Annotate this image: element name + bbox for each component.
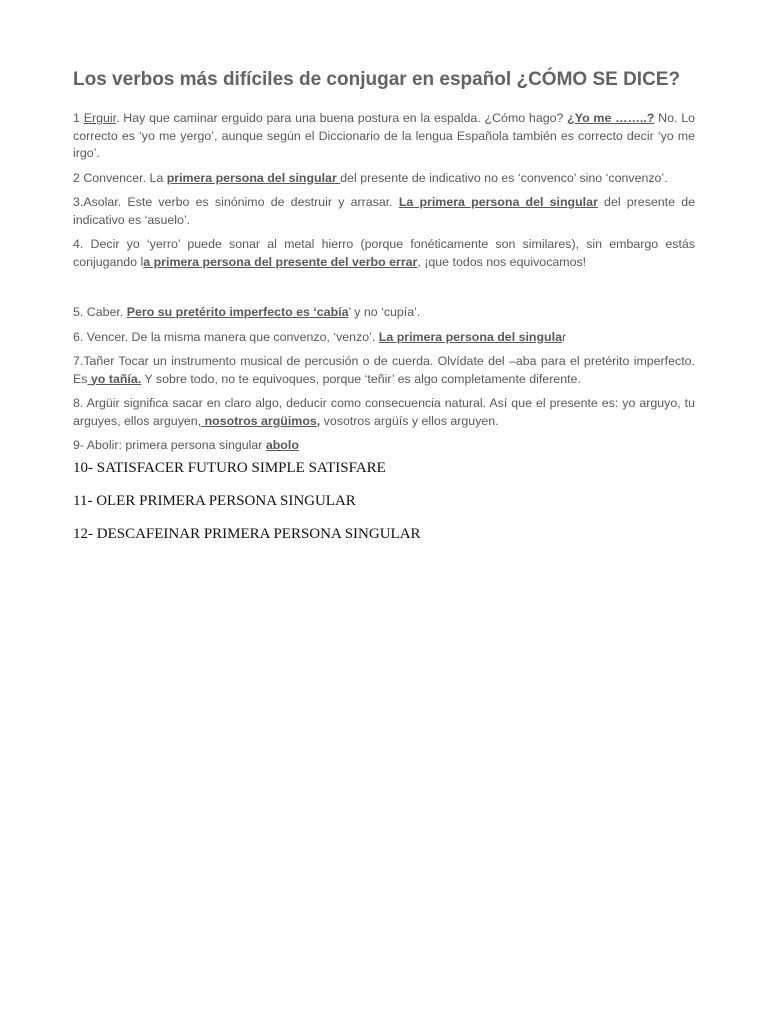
verb-link-erguir[interactable]: Erguir [83, 111, 117, 125]
item-answer: Pero su pretérito imperfecto es ‘cabía [126, 305, 349, 319]
list-item-7 [73, 353, 695, 388]
item-text: 5. Caber. [73, 305, 127, 319]
item-text: 4. Decir yo ‘yerro’ puede sonar al metal hierro (porque fonéticamente son similares), sin embargo estás conjugando l [73, 237, 695, 269]
list-item-8 [73, 395, 695, 430]
item-text: ’ y no ‘cupía’. [348, 305, 421, 319]
item-text: , ¡que todos nos equivocamos! [417, 254, 587, 269]
list-item-11: 11- OLER PRIMERA PERSONA SINGULAR [73, 492, 356, 509]
item-number: 1 [73, 111, 84, 125]
item-answer: abolo [265, 438, 299, 452]
item-answer: nosotros argüimos, [201, 413, 321, 428]
list-item-10: 10- SATISFACER FUTURO SIMPLE SATISFARE [73, 459, 386, 476]
list-item-4 [73, 236, 695, 271]
item-text: vosotros argüís y ellos arguyen. [320, 413, 499, 428]
list-item-1 [73, 110, 695, 163]
item-text: No. Lo correcto es ‘yo me yergo’, aunque según el Diccionario de la lengua Española también es correcto decir ‘yo me irgo’. [73, 111, 696, 160]
list-item-12: 12- DESCAFEINAR PRIMERA PERSONA SINGULAR [73, 525, 421, 542]
item-answer: La primera persona del singular [398, 195, 598, 209]
item-text: 7.Tañer Tocar un instrumento musical de percusión o de cuerda. Olvídate del –aba para el pretérito imperfecto. Es [73, 354, 695, 386]
list-item-9 [73, 437, 695, 455]
item-text: r [561, 329, 567, 344]
item-text: Y sobre todo, no te equivoques, porque ‘teñir’ es algo completamente diferente. [141, 371, 581, 386]
item-answer: a primera persona del presente del verbo errar [143, 254, 418, 269]
list-item-5 [73, 304, 695, 322]
item-text: 9- Abolir: primera persona singular [73, 438, 266, 452]
spacer [73, 278, 695, 304]
list-item-3 [73, 194, 695, 229]
item-text: 3.Asolar. Este verbo es sinónimo de destruir y arrasar. [73, 195, 399, 209]
page-title: Los verbos más difíciles de conjugar en español ¿CÓMO SE DICE? [73, 69, 681, 90]
item-text: 6. Vencer. De la misma manera que convenzo, ‘venzo’. [73, 329, 379, 344]
item-text: del presente de indicativo es ‘asuelo’. [73, 195, 695, 227]
item-answer: ¿Yo me ……..? [567, 111, 655, 125]
list-item-2 [73, 170, 695, 188]
document-page [73, 66, 695, 558]
item-answer: primera persona del singular [166, 170, 341, 185]
item-text: . Hay que caminar erguido para una buena postura en la espalda. ¿Cómo hago? [116, 111, 568, 125]
item-text: 2 Convencer. La [73, 170, 167, 185]
item-text: 8. Argüir significa sacar en claro algo, deducir como consecuencia natural. Así que el presente es: yo arguyo, tu arguyes, ellos arguyen, [73, 396, 695, 428]
item-text: del presente de indicativo no es ‘convenco’ sino ‘convenzo’. [340, 170, 668, 185]
item-answer: yo tañía. [87, 371, 142, 386]
item-answer: La primera persona del singula [378, 329, 562, 344]
list-item-6 [73, 329, 695, 347]
